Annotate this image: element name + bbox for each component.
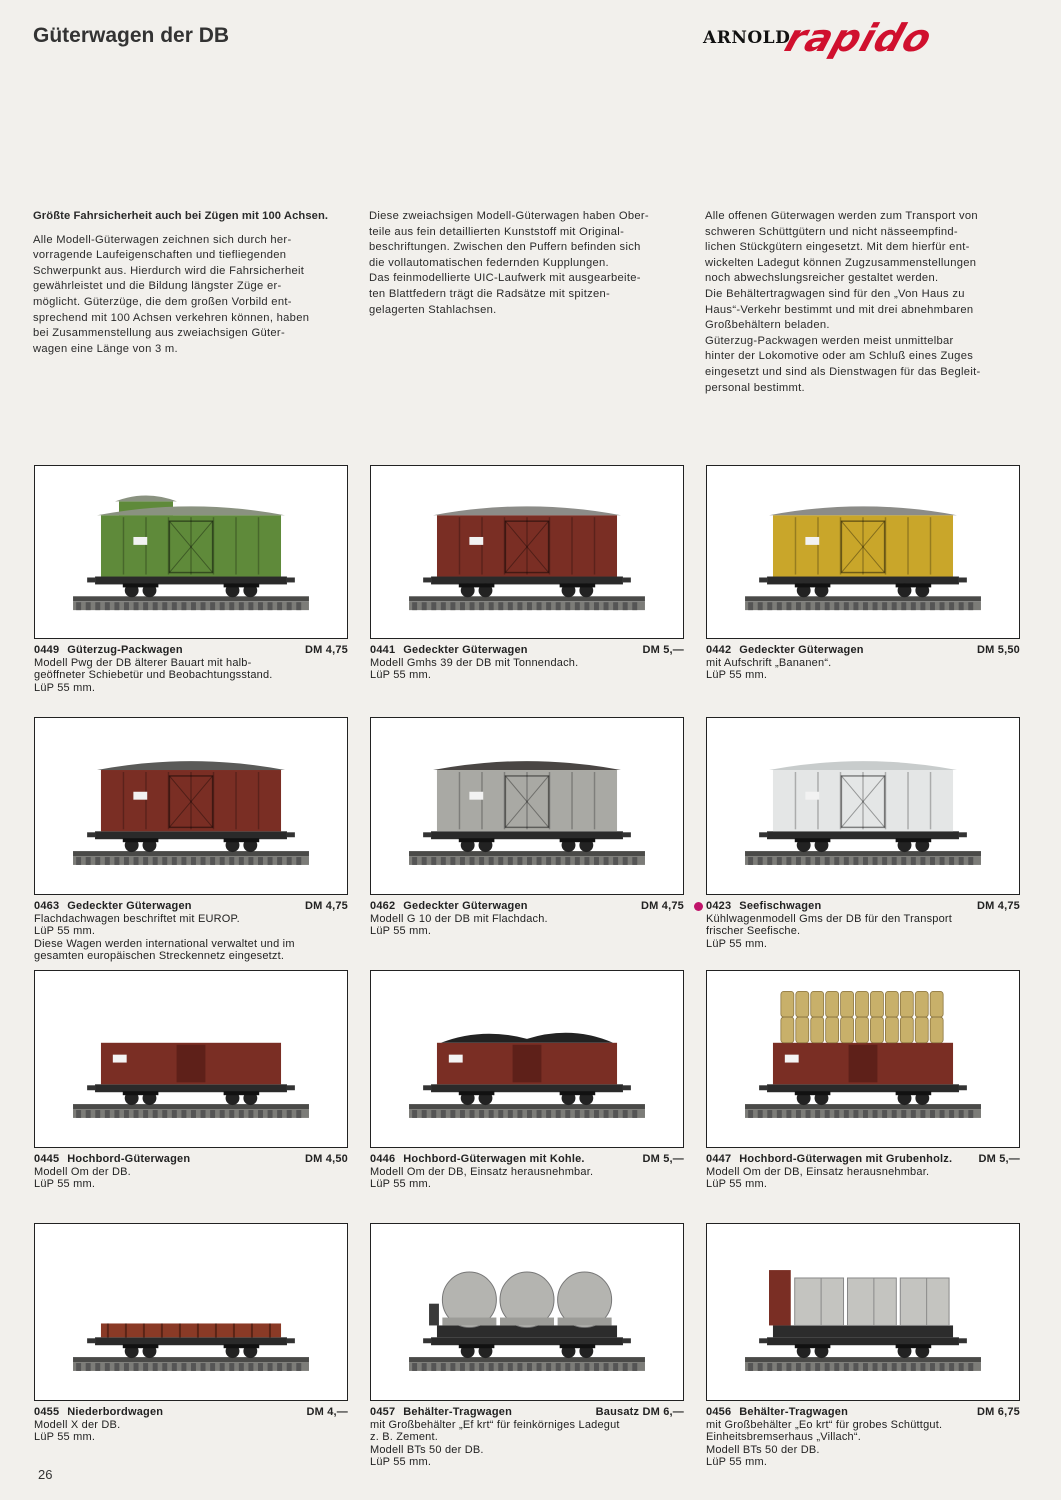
track-icon: [409, 1104, 645, 1118]
product-description: mit Aufschrift „Bananen“. LüP 55 mm.: [706, 656, 832, 682]
product-number: 0463: [34, 900, 60, 912]
product-item-0457: [370, 1223, 684, 1469]
product-description: Modell G 10 der DB mit Flachdach. LüP 55 mm.: [370, 912, 548, 938]
box-container-icon: [707, 1224, 1019, 1400]
product-price: DM 5,—: [642, 644, 684, 656]
brand-logo: [703, 16, 1028, 60]
product-number: 0442: [706, 644, 732, 656]
product-image: [706, 970, 1020, 1148]
product-price: DM 5,—: [642, 1153, 684, 1165]
reefer-icon: [707, 718, 1019, 894]
product-price: DM 5,—: [978, 1153, 1020, 1165]
product-image: [34, 1223, 348, 1401]
product-heading: [370, 1406, 684, 1419]
product-image: [370, 465, 684, 639]
tank-container-icon: [371, 1224, 683, 1400]
product-heading: [706, 644, 1020, 657]
product-name: Niederbordwagen: [67, 1406, 164, 1418]
track-icon: [73, 1104, 309, 1118]
product-price: DM 4,50: [305, 1153, 348, 1165]
brand-arnold: ARNOLD: [703, 28, 791, 48]
product-price: DM 6,75: [977, 1406, 1020, 1418]
product-image: [706, 717, 1020, 895]
product-price: DM 4,75: [641, 900, 684, 912]
intro-text-3: Alle offenen Güterwagen werden zum Transport von schweren Schüttgütern und nicht nässeempfind- lichen Stückgütern eingesetzt. Mit dem hierfür ent- wickelten Ladegut können Zugzusammenstellungen noch abwechslungsreicher gestaltet werden. Die Behältertragwagen sind für den „Von Haus zu Haus“-Verkehr bestimmt und mit drei abnehmbaren Großbehältern beladen. Güterzug-Packwagen werden meist unmittelbar hinter der Lokomotive oder am Schluß eines Zuges eingesetzt und sind als Dienstwagen für das Begleit- personal bestimmt.: [705, 210, 981, 394]
product-image: [370, 717, 684, 895]
product-caption: [706, 1153, 1020, 1191]
product-number: 0449: [34, 644, 60, 656]
boxcar-icon: [35, 718, 347, 894]
product-item-0442: [706, 465, 1020, 682]
product-item-0462: [370, 717, 684, 938]
product-image: [370, 1223, 684, 1401]
product-heading: [34, 1406, 348, 1419]
intro-column-2: [369, 209, 679, 322]
product-number: 0446: [370, 1153, 396, 1165]
product-caption: [34, 900, 348, 963]
product-number: 0423: [706, 900, 732, 912]
product-price: DM 4,75: [305, 900, 348, 912]
product-price: DM 5,50: [977, 644, 1020, 656]
product-description: Modell Om der DB, Einsatz herausnehmbar. LüP 55 mm.: [706, 1165, 930, 1191]
track-icon: [745, 1357, 981, 1371]
intro-text-1: Alle Modell-Güterwagen zeichnen sich durch her- vorragende Laufeigenschaften und tiefliegenden Schwerpunkt aus. Hierdurch wird die Fahrsicherheit gewährleistet und die Bildung längster Züge er- möglicht. Güterzüge, die dem großen Vorbild ent- sprechend mit 100 Achsen verkehren können, haben bei Zusammenstellung aus zweiachsigen Güter- wagen eine Länge von 3 m.: [33, 233, 310, 355]
track-icon: [745, 1104, 981, 1118]
product-name: Hochbord-Güterwagen: [67, 1153, 191, 1165]
product-number: 0447: [706, 1153, 732, 1165]
product-name: Güterzug-Packwagen: [67, 644, 183, 656]
product-description: Modell Pwg der DB älterer Bauart mit halb- geöffneter Schiebetür und Beobachtungsstand. LüP 55 mm.: [34, 656, 273, 694]
product-number: 0457: [370, 1406, 396, 1418]
product-caption: [370, 900, 684, 938]
product-description: mit Großbehälter „Eo krt“ für grobes Schüttgut. Einheitsbremserhaus „Villach“. Modell BTs 50 der DB. LüP 55 mm.: [706, 1418, 943, 1469]
product-number: 0441: [370, 644, 396, 656]
product-caption: [34, 644, 348, 694]
product-caption: [370, 1406, 684, 1469]
product-heading: [370, 644, 684, 657]
product-name: Hochbord-Güterwagen mit Grubenholz.: [739, 1153, 953, 1165]
product-price: Bausatz DM 6,—: [595, 1406, 684, 1418]
product-title: [370, 900, 528, 913]
product-description: Flachdachwagen beschriftet mit EUROP. LüP 55 mm. Diese Wagen werden international verwaltet und im gesamten europäischen Streckennetz eingesetzt.: [34, 912, 295, 963]
product-name: Gedeckter Güterwagen: [403, 644, 528, 656]
product-item-0441: [370, 465, 684, 682]
product-name: Hochbord-Güterwagen mit Kohle.: [403, 1153, 585, 1165]
intro-heading: Größte Fahrsicherheit auch bei Zügen mit 100 Achsen.: [33, 210, 329, 222]
product-item-0455: [34, 1223, 348, 1444]
product-item-0423: [706, 717, 1020, 950]
product-title: [706, 1406, 848, 1419]
intro-column-3: [705, 209, 1015, 400]
product-title: [706, 644, 864, 657]
product-price: DM 4,75: [305, 644, 348, 656]
track-icon: [745, 851, 981, 865]
product-heading: [34, 900, 348, 913]
product-item-0449: [34, 465, 348, 694]
product-number: 0445: [34, 1153, 60, 1165]
product-price: DM 4,—: [306, 1406, 348, 1418]
product-price: DM 4,75: [977, 900, 1020, 912]
product-image: [706, 1223, 1020, 1401]
product-heading: [370, 1153, 684, 1166]
packwagen-icon: [35, 466, 347, 638]
product-description: Modell Gmhs 39 der DB mit Tonnendach. LüP 55 mm.: [370, 656, 579, 682]
product-heading: [706, 900, 1020, 913]
track-icon: [409, 851, 645, 865]
product-description: mit Großbehälter „Ef krt“ für feinkörniges Ladegut z. B. Zement. Modell BTs 50 der DB. LüP 55 mm.: [370, 1418, 620, 1469]
page-title: Güterwagen der DB: [33, 24, 230, 47]
flatcar-icon: [35, 1224, 347, 1400]
product-heading: [370, 900, 684, 913]
product-number: 0462: [370, 900, 396, 912]
track-icon: [73, 596, 309, 610]
brand-rapido: rapido: [779, 16, 939, 60]
track-icon: [745, 596, 981, 610]
product-item-0445: [34, 970, 348, 1191]
product-heading: [34, 644, 348, 657]
track-icon: [73, 851, 309, 865]
product-heading: [34, 1153, 348, 1166]
product-caption: [706, 900, 1020, 950]
product-title: [370, 644, 528, 657]
product-caption: [370, 644, 684, 682]
product-title: [34, 1406, 163, 1419]
new-item-dot-icon: [694, 902, 703, 911]
product-title: [706, 900, 821, 913]
product-caption: [706, 644, 1020, 682]
gondola-icon: [35, 971, 347, 1147]
product-name: Gedeckter Güterwagen: [403, 900, 528, 912]
product-heading: [706, 1406, 1020, 1419]
product-image: [706, 465, 1020, 639]
product-caption: [370, 1153, 684, 1191]
product-title: [34, 644, 183, 657]
product-description: Modell Om der DB. LüP 55 mm.: [34, 1165, 131, 1191]
product-heading: [706, 1153, 1020, 1166]
product-image: [34, 970, 348, 1148]
product-caption: [706, 1406, 1020, 1469]
product-title: [34, 900, 192, 913]
product-caption: [34, 1406, 348, 1444]
product-caption: [34, 1153, 348, 1191]
boxcar-icon: [371, 466, 683, 638]
product-description: Kühlwagenmodell Gms der DB für den Transport frischer Seefische. LüP 55 mm.: [706, 912, 953, 950]
product-name: Behälter-Tragwagen: [403, 1406, 513, 1418]
product-description: Modell Om der DB, Einsatz herausnehmbar. LüP 55 mm.: [370, 1165, 594, 1191]
track-icon: [73, 1357, 309, 1371]
product-title: [34, 1153, 190, 1166]
product-item-0447: [706, 970, 1020, 1191]
product-item-0463: [34, 717, 348, 963]
intro-text-2: Diese zweiachsigen Modell-Güterwagen haben Ober- teile aus fein detaillierten Kunststoff mit Original- beschriftungen. Zwischen den Puffern befinden sich die vollautomatischen federnden Kupplungen. Das feinmodellierte UIC-Laufwerk mit ausgearbeite- ten Blattfedern trägt die Radsätze mit spitzen- gelagerten Stahlachsen.: [369, 210, 649, 316]
track-icon: [409, 1357, 645, 1371]
boxcar-icon: [371, 718, 683, 894]
boxcar-icon: [707, 466, 1019, 638]
coal-gondola-icon: [371, 971, 683, 1147]
product-description: Modell X der DB. LüP 55 mm.: [34, 1418, 121, 1444]
product-image: [34, 717, 348, 895]
track-icon: [409, 596, 645, 610]
page-number: 26: [38, 1467, 53, 1482]
product-number: 0456: [706, 1406, 732, 1418]
product-item-0446: [370, 970, 684, 1191]
product-name: Gedeckter Güterwagen: [67, 900, 192, 912]
product-image: [370, 970, 684, 1148]
product-name: Gedeckter Güterwagen: [739, 644, 864, 656]
product-image: [34, 465, 348, 639]
product-title: [370, 1406, 512, 1419]
product-number: 0455: [34, 1406, 60, 1418]
product-title: [370, 1153, 585, 1166]
product-name: Seefischwagen: [739, 900, 822, 912]
intro-column-1: [33, 209, 343, 361]
product-item-0456: [706, 1223, 1020, 1469]
product-title: [706, 1153, 952, 1166]
timber-gondola-icon: [707, 971, 1019, 1147]
product-name: Behälter-Tragwagen: [739, 1406, 849, 1418]
